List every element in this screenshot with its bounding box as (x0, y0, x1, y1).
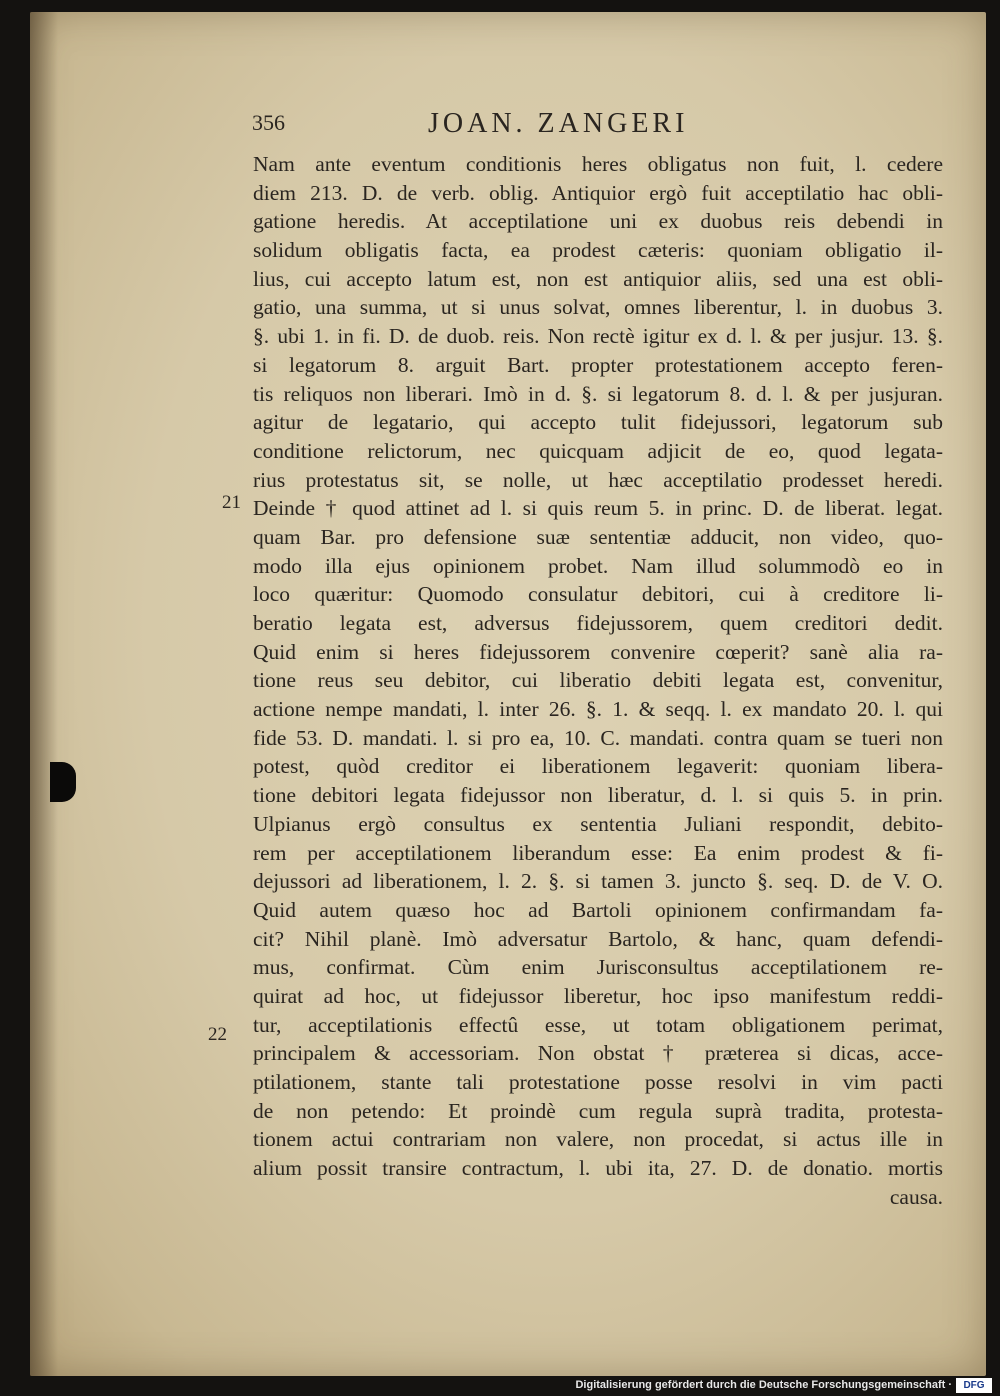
text-line: si legatorum 8. arguit Bart. propter protestationem accepto feren- (253, 352, 943, 377)
text-line: quam Bar. pro defensione suæ sententiæ adducit, non video, quo- (253, 524, 943, 549)
page-number: 356 (252, 110, 285, 135)
text-line: mus, confirmat. Cùm enim Jurisconsultus acceptilationem re- (253, 955, 943, 980)
text-line: gatio, una summa, ut si unus solvat, omnes liberentur, l. in duobus 3. (253, 295, 943, 320)
text-line: rius protestatus sit, se nolle, ut hæc acceptilatio prodesset heredi. (253, 467, 943, 492)
text-line: tionem actui contrariam non valere, non procedat, si actus ille in (253, 1127, 943, 1152)
text-line: Nam ante eventum conditionis heres obligatus non fuit, l. cedere (253, 152, 943, 176)
page-clip (50, 762, 76, 802)
text-line: tione debitori legata fidejussor non liberatur, d. l. si quis 5. in prin. (253, 783, 943, 808)
text-line: Ulpianus ergò consultus ex sententia Juliani respondit, debito- (253, 811, 943, 836)
text-line: gatione heredis. At acceptilatione uni ex duobus reis debendi in (253, 209, 943, 234)
text-line: §. ubi 1. in fi. D. de duob. reis. Non rectè igitur ex d. l. & per jusjur. 13. §. (253, 324, 943, 349)
text-line: Quid autem quæso hoc ad Bartoli opinionem confirmandam fa- (253, 897, 943, 922)
text-line: agitur de legatario, qui accepto tulit fidejussori, legatorum sub (253, 410, 943, 435)
text-line: cit? Nihil planè. Imò adversatur Bartolo, & hanc, quam defendi- (253, 926, 943, 951)
digitization-footer (0, 1376, 1000, 1396)
body-text (253, 150, 943, 1211)
text-line: solidum obligatis facta, ea prodest cæteris: quoniam obligatio il- (253, 238, 943, 263)
text-line: quirat ad hoc, ut fidejussor liberetur, hoc ipso manifestum reddi- (253, 983, 943, 1008)
text-line: dejussori ad liberationem, l. 2. §. si tamen 3. juncto §. seq. D. de V. O. (253, 869, 943, 894)
text-line-catchword: causa. (889, 1184, 943, 1209)
text-line: rem per acceptilationem liberandum esse: Ea enim prodest & fi- (253, 840, 943, 865)
page-header (252, 108, 952, 144)
funding-credit: Digitalisierung gefördert durch die Deutsche Forschungsgemeinschaft · (575, 1379, 952, 1391)
margin-number-22: 22 (208, 1024, 227, 1045)
running-title: JOAN. ZANGERI (428, 108, 689, 139)
text-line: potest, quòd creditor ei liberationem legaverit: quoniam libera- (253, 754, 943, 779)
text-line: diem 213. D. de verb. oblig. Antiquior ergò fuit acceptilatio hac obli- (253, 180, 943, 205)
text-line: fide 53. D. mandati. l. si pro ea, 10. C. mandati. contra quam se tueri non (253, 725, 943, 750)
text-line: lius, cui accepto latum est, non est antiquior aliis, sed una est obli- (253, 266, 943, 291)
text-line: actione nempe mandati, l. inter 26. §. 1. & seqq. l. ex mandato 20. l. qui (253, 697, 943, 722)
text-line: conditione relictorum, nec quicquam adjicit de eo, quod legata- (253, 438, 943, 463)
text-line: alium possit transire contractum, l. ubi ita, 27. D. de donatio. mortis (253, 1156, 943, 1181)
text-line: Quid enim si heres fidejussorem convenire cœperit? sanè alia ra- (253, 639, 943, 664)
dfg-logo: DFG (956, 1378, 992, 1393)
margin-number-21: 21 (222, 492, 241, 513)
text-line: loco quæritur: Quomodo consulatur debitori, cui à creditore li- (253, 582, 943, 607)
text-line: ptilationem, stante tali protestatione posse resolvi in vim pacti (253, 1070, 943, 1094)
text-line: de non petendo: Et proindè cum regula suprà tradita, protesta- (253, 1098, 943, 1123)
text-line: beratio legata est, adversus fidejussorem, quem creditori dedit. (253, 611, 943, 635)
text-line: tione reus seu debitor, cui liberatio debiti legata est, convenitur, (253, 668, 943, 693)
text-line: Deinde † quod attinet ad l. si quis reum 5. in princ. D. de liberat. legat. (253, 496, 943, 521)
text-line: principalem & accessoriam. Non obstat † præterea si dicas, acce- (253, 1041, 943, 1066)
text-line: tur, acceptilationis effectû esse, ut totam obligationem perimat, (253, 1012, 943, 1037)
text-line: modo illa ejus opinionem probet. Nam illud solummodò eo in (253, 553, 943, 578)
text-line: tis reliquos non liberari. Imò in d. §. si legatorum 8. d. l. & per jusjuran. (253, 381, 943, 406)
